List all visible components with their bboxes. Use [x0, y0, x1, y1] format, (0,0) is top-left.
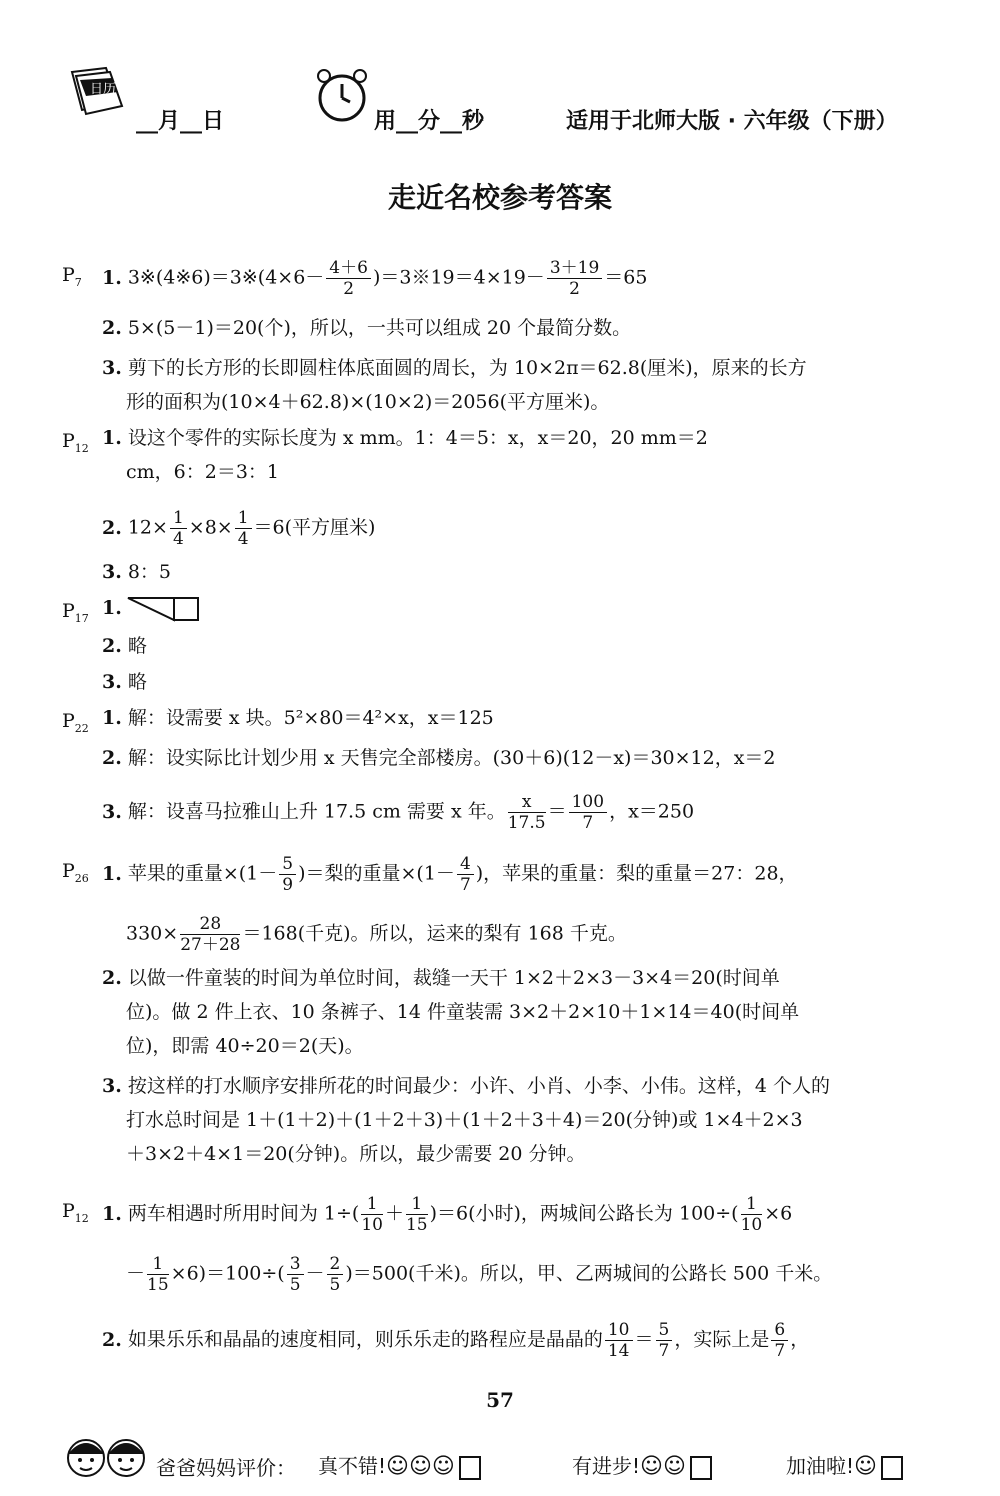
page-ref-p12: $P_{12}$ — [62, 430, 89, 455]
alarm-clock-icon — [310, 60, 376, 130]
answer-p12-1: 1. 设这个零件的实际长度为 x mm。1：4＝5：x，x＝20，20 mm＝2 — [102, 427, 708, 449]
rating-cheer[interactable]: 加油啦!☺ — [786, 1450, 903, 1480]
answer-p12-3: 3. 8：5 — [102, 561, 172, 583]
answer-p26-3-cont1: 打水总时间是 1＋(1＋2)＋(1＋2＋3)＋(1＋2＋3＋4)＝20(分钟)或 1×4＋2×3 — [126, 1109, 803, 1131]
answer-p26-3: 3. 按这样的打水顺序安排所花的时间最少：小许、小肖、小李、小伟。这样，4 个人的 — [102, 1075, 830, 1097]
answer-p26-1: 1. 苹果的重量×(1－ $\frac{5}{9}$ )＝梨的重量×(1－ $\frac{4}{7}$ )，苹果的重量：梨的重量＝27：28， — [102, 854, 798, 895]
page-number: 57 — [486, 1388, 514, 1412]
answer-p7-3: 3. 剪下的长方形的长即圆柱体底面圆的周长，为 10×2π＝62.8(厘米)，原来的长方 — [102, 357, 807, 379]
checkbox-progress[interactable] — [690, 1456, 712, 1480]
answer-p22-3: 3. 解：设喜马拉雅山上升 17.5 cm 需要 x 年。 $\frac{x}{17.5}$ ＝ $\frac{100}{7}$ ，x＝250 — [102, 792, 695, 833]
smiley-icon: ☺☺☺ — [386, 1454, 455, 1479]
cartoon-kids-icon — [62, 1424, 152, 1484]
page-ref-p26: $P_{26}$ — [62, 860, 89, 885]
answer-p42-1-cont: － $\frac{1}{15}$ ×6)＝100÷( $\frac{3}{5}$ － $\frac{2}{5}$ )＝500(千米)。所以，甲、乙两城间的公路长 500 千米。 — [126, 1254, 833, 1295]
rating-great[interactable]: 真不错!☺☺☺ — [318, 1450, 481, 1480]
answer-p26-2-cont1: 位)。做 2 件上衣、10 条裤子、14 件童装需 3×2＋2×10＋1×14＝40(时间单 — [126, 1001, 800, 1023]
answer-p12-1-cont: cm，6：2＝3：1 — [126, 461, 280, 483]
checkbox-cheer[interactable] — [881, 1456, 903, 1480]
page-ref-p7: $P_7$ — [62, 264, 82, 289]
checkbox-great[interactable] — [459, 1456, 481, 1480]
answer-p22-1: 1. 解：设需要 x 块。5²×80＝4²×x，x＝125 — [102, 707, 494, 729]
answer-p12-2: 2. 12× $\frac{1}{4}$ ×8× $\frac{1}{4}$ ＝6(平方厘米) — [102, 508, 376, 549]
page-title: 走近名校参考答案 — [387, 181, 612, 214]
answer-p17-1: 1. — [102, 597, 122, 619]
svg-text:日历: 日历 — [90, 82, 117, 97]
answer-p17-2: 2. 略 — [102, 635, 147, 657]
edition-label: 适用于北师大版 · 六年级（下册） — [566, 109, 898, 134]
answer-p26-3-cont2: ＋3×2＋4×1＝20(分钟)。所以，最少需要 20 分钟。 — [126, 1143, 586, 1165]
answer-p26-2: 2. 以做一件童装的时间为单位时间，裁缝一天干 1×2＋2×3－3×4＝20(时间单 — [102, 967, 780, 989]
answer-p26-1-cont: 330× $\frac{28}{27+28}$ ＝168(千克)。所以，运来的梨有 168 千克。 — [126, 914, 627, 955]
parent-rating: 爸爸妈妈评价： — [156, 1456, 296, 1480]
date-field: __月__日 — [136, 109, 225, 134]
answer-p22-2: 2. 解：设实际比计划少用 x 天售完全部楼房。(30＋6)(12－x)＝30×12，x＝2 — [102, 747, 776, 769]
calendar-icon — [66, 62, 128, 124]
rating-progress[interactable]: 有进步!☺☺ — [572, 1450, 712, 1480]
page-ref-p42: $P_{12}$ — [62, 1200, 89, 1225]
page-ref-p17: $P_{17}$ — [62, 600, 89, 625]
smiley-icon: ☺☺ — [640, 1454, 686, 1479]
answer-p7-2: 2. 5×(5－1)＝20(个)，所以，一共可以组成 20 个最简分数。 — [102, 317, 632, 339]
answer-p26-2-cont2: 位)，即需 40÷20＝2(天)。 — [126, 1035, 364, 1057]
answer-p17-3: 3. 略 — [102, 671, 147, 693]
answer-p7-3-cont: 形的面积为(10×4＋62.8)×(10×2)＝2056(平方厘米)。 — [126, 391, 610, 413]
answer-p7-1: 1. 3※(4※6)＝3※(4×6－ $\frac{4+6}{2}$ )＝3※19＝4×19－ $\frac{3+19}{2}$ ＝65 — [102, 258, 648, 299]
answer-p42-1: 1. 两车相遇时所用时间为 1÷( $\frac{1}{10}$ ＋ $\frac{1}{15}$ )＝6(小时)，两城间公路长为 100÷( $\frac{1}{10}$ ×6 — [102, 1194, 793, 1235]
trapezoid-square-figure — [126, 596, 206, 626]
answer-p42-2: 2. 如果乐乐和晶晶的速度相同，则乐乐走的路程应是晶晶的 $\frac{10}{14}$ ＝ $\frac{5}{7}$ ，实际上是 $\frac{6}{7}$ ， — [102, 1320, 810, 1361]
smiley-icon: ☺ — [854, 1454, 877, 1479]
time-field: 用__分__秒 — [374, 109, 485, 134]
page-ref-p22: $P_{22}$ — [62, 710, 89, 735]
